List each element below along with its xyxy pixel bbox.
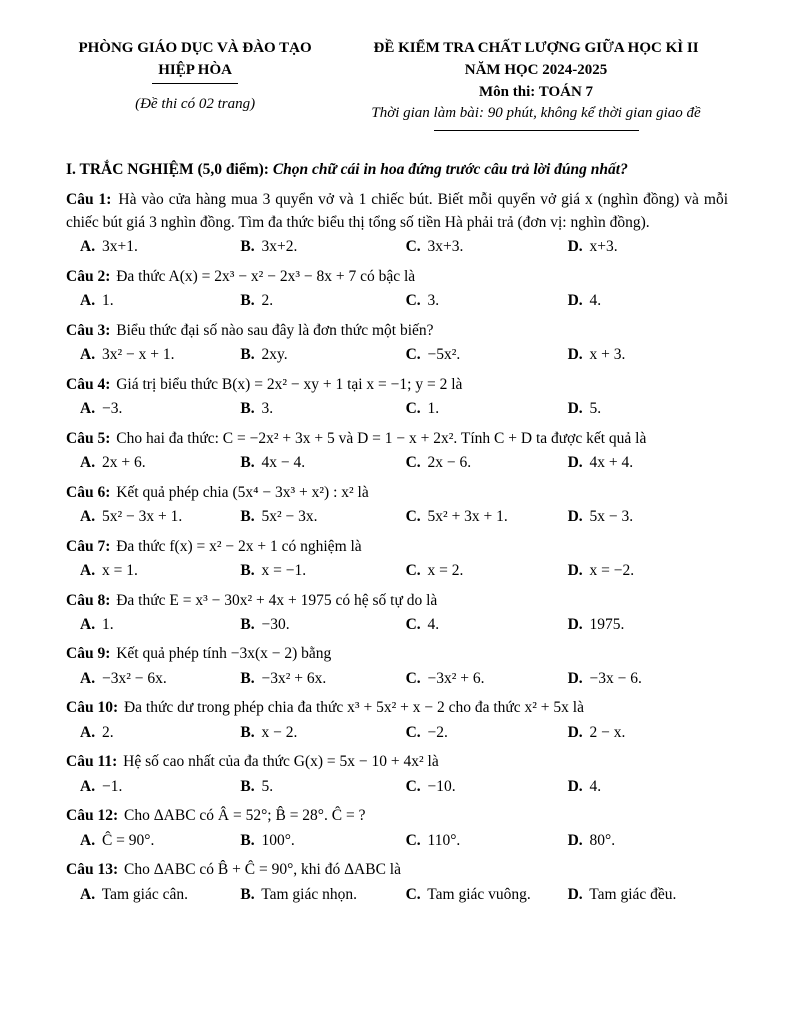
- exam-title: ĐỀ KIỂM TRA CHẤT LƯỢNG GIỮA HỌC KÌ II: [373, 40, 699, 56]
- question-stem-line: [66, 374, 728, 396]
- option-letter: A.: [80, 454, 96, 472]
- option-letter: A.: [80, 508, 96, 526]
- option-text: 1.: [101, 615, 114, 633]
- section-label: I. TRẮC NGHIỆM (5,0 điểm):: [66, 161, 269, 178]
- answer-option: [80, 506, 240, 528]
- option-text: 1.: [101, 292, 114, 310]
- answer-option: [406, 560, 568, 582]
- option-letter: A.: [80, 885, 96, 903]
- question-stem-line: [66, 805, 728, 827]
- answer-option: [406, 776, 568, 798]
- option-text: 5.: [261, 777, 274, 795]
- option-text: 4x − 4.: [261, 454, 306, 472]
- question: [66, 374, 728, 421]
- answer-option: [240, 722, 405, 744]
- question: [66, 482, 728, 529]
- answer-option: [240, 344, 405, 366]
- answer-option: [406, 398, 568, 420]
- answer-option: [240, 560, 405, 582]
- option-letter: A.: [80, 669, 96, 687]
- options-row: [66, 398, 728, 420]
- question: [66, 859, 728, 906]
- option-letter: D.: [567, 885, 583, 903]
- option-letter: D.: [567, 723, 583, 741]
- option-text: 4.: [589, 777, 602, 795]
- issuer-block: [66, 38, 324, 115]
- option-letter: A.: [80, 777, 96, 795]
- options-row: [66, 614, 728, 636]
- question: [66, 590, 728, 637]
- option-letter: C.: [405, 669, 421, 687]
- pages-note: (Đề thi có 02 trang): [135, 95, 256, 112]
- option-text: 1975.: [589, 615, 625, 633]
- questions-list: [66, 189, 728, 906]
- answer-option: [406, 452, 568, 474]
- option-letter: B.: [240, 346, 255, 364]
- question-stem-line: [66, 482, 728, 504]
- option-text: 3x+1.: [101, 238, 138, 256]
- answer-option: [568, 830, 728, 852]
- option-letter: A.: [80, 723, 96, 741]
- answer-option: [80, 884, 240, 906]
- option-letter: D.: [567, 669, 583, 687]
- option-text: 3.: [261, 400, 274, 418]
- option-text: 3.: [427, 292, 440, 310]
- option-text: Tam giác nhọn.: [261, 885, 357, 903]
- option-letter: C.: [405, 400, 421, 418]
- answer-option: [406, 884, 568, 906]
- answer-option: [568, 884, 728, 906]
- options-row: [66, 452, 728, 474]
- option-letter: B.: [240, 292, 255, 310]
- answer-option: [80, 344, 240, 366]
- answer-option: [406, 506, 568, 528]
- option-letter: C.: [405, 292, 421, 310]
- answer-option: [406, 236, 568, 258]
- option-text: 110°.: [427, 831, 461, 849]
- question-stem-line: [66, 751, 728, 773]
- option-letter: B.: [240, 669, 255, 687]
- option-text: −3.: [101, 400, 123, 418]
- option-text: 2x − 6.: [427, 454, 472, 472]
- question: [66, 428, 728, 475]
- question-stem-line: [66, 536, 728, 558]
- issuer-district-wrap: [66, 60, 324, 84]
- question-number: Câu 12:: [66, 807, 119, 825]
- answer-option: [568, 776, 728, 798]
- answer-option: [80, 668, 240, 690]
- option-text: 2.: [101, 723, 114, 741]
- option-text: x+3.: [589, 238, 618, 256]
- question: [66, 189, 728, 258]
- answer-option: [568, 506, 728, 528]
- answer-option: [240, 452, 405, 474]
- question-number: Câu 13:: [66, 861, 119, 879]
- answer-option: [80, 452, 240, 474]
- question-stem-line: [66, 590, 728, 612]
- option-text: 2xy.: [261, 346, 288, 364]
- answer-option: [568, 614, 728, 636]
- answer-option: [568, 290, 728, 312]
- option-letter: C.: [405, 454, 421, 472]
- question: [66, 536, 728, 583]
- option-text: 5.: [589, 400, 602, 418]
- option-letter: D.: [567, 562, 583, 580]
- option-text: −10.: [427, 777, 456, 795]
- answer-option: [240, 614, 405, 636]
- question-stem: Đa thức dư trong phép chia đa thức x³ + 5x² + x − 2 cho đa thức x² + 5x là: [123, 699, 584, 717]
- option-text: Tam giác vuông.: [427, 885, 531, 903]
- question-stem-line: [66, 697, 728, 719]
- option-letter: C.: [405, 508, 421, 526]
- option-letter: C.: [405, 885, 421, 903]
- option-text: x = −1.: [261, 562, 307, 580]
- question-stem-line: [66, 189, 728, 234]
- options-row: [66, 344, 728, 366]
- option-text: x + 3.: [589, 346, 626, 364]
- question: [66, 643, 728, 690]
- option-letter: B.: [240, 238, 255, 256]
- answer-option: [80, 830, 240, 852]
- option-letter: D.: [567, 346, 583, 364]
- option-letter: B.: [240, 454, 255, 472]
- question-stem: Hệ số cao nhất của đa thức G(x) = 5x − 10 + 4x² là: [123, 753, 439, 771]
- option-letter: D.: [567, 831, 583, 849]
- question-stem-line: [66, 859, 728, 881]
- question: [66, 751, 728, 798]
- option-text: 4.: [589, 292, 602, 310]
- answer-option: [406, 344, 568, 366]
- option-text: Tam giác cân.: [101, 885, 188, 903]
- option-text: 2 − x.: [589, 723, 626, 741]
- option-text: 5x − 3.: [589, 508, 634, 526]
- question: [66, 805, 728, 852]
- question-stem: Biểu thức đại số nào sau đây là đơn thức một biến?: [116, 321, 434, 339]
- option-text: 100°.: [261, 831, 295, 849]
- school-year: NĂM HỌC 2024-2025: [464, 61, 608, 78]
- option-text: −30.: [261, 615, 290, 633]
- question: [66, 697, 728, 744]
- question-number: Câu 3:: [66, 321, 111, 339]
- option-text: 2x + 6.: [101, 454, 146, 472]
- option-text: −3x² − 6x.: [101, 669, 167, 687]
- question-stem: Hà vào cửa hàng mua 3 quyển vở và 1 chiếc bút. Biết mỗi quyển vở giá x (nghìn đồng) và mỗi chiếc bút giá 3 nghìn đồng. Tìm đa thức biểu thị tổng số tiền Hà phải trả (đơn vị: nghìn đồng).: [66, 191, 728, 231]
- subject-line: Môn thi: TOÁN 7: [479, 83, 594, 100]
- question-stem: Cho hai đa thức: C = −2x² + 3x + 5 và D = 1 − x + 2x². Tính C + D ta được kết quả là: [116, 429, 647, 447]
- option-letter: A.: [80, 292, 96, 310]
- option-letter: D.: [567, 292, 583, 310]
- header-rule: [434, 130, 639, 131]
- option-text: 5x² − 3x.: [261, 508, 318, 526]
- option-letter: D.: [567, 508, 583, 526]
- answer-option: [406, 614, 568, 636]
- question-stem: Cho ΔABC có Â = 52°; B̂ = 28°. Ĉ = ?: [123, 807, 366, 825]
- option-text: −3x − 6.: [589, 669, 642, 687]
- option-letter: A.: [80, 562, 96, 580]
- answer-option: [240, 290, 405, 312]
- option-text: Tam giác đều.: [589, 885, 677, 903]
- answer-option: [240, 398, 405, 420]
- answer-option: [240, 668, 405, 690]
- option-text: −2.: [427, 723, 448, 741]
- question-stem: Đa thức E = x³ − 30x² + 4x + 1975 có hệ số tự do là: [116, 591, 438, 609]
- question-stem: Đa thức A(x) = 2x³ − x² − 2x³ − 8x + 7 có bậc là: [116, 267, 416, 285]
- question-number: Câu 6:: [66, 483, 111, 501]
- question-number: Câu 9:: [66, 645, 111, 663]
- options-row: [66, 506, 728, 528]
- question-number: Câu 2:: [66, 267, 111, 285]
- question-number: Câu 7:: [66, 537, 111, 555]
- duration-line: Thời gian làm bài: 90 phút, không kể thời gian giao đề: [371, 105, 701, 122]
- answer-option: [568, 452, 728, 474]
- answer-option: [406, 722, 568, 744]
- question-stem: Cho ΔABC có B̂ + Ĉ = 90°, khi đó ΔABC là: [123, 861, 401, 879]
- section-heading: [66, 159, 728, 181]
- exam-title-block: [344, 38, 728, 131]
- option-letter: C.: [405, 831, 421, 849]
- issuer-department: PHÒNG GIÁO DỤC VÀ ĐÀO TẠO: [78, 40, 312, 56]
- question-number: Câu 5:: [66, 429, 111, 447]
- answer-option: [80, 722, 240, 744]
- options-row: [66, 884, 728, 906]
- options-row: [66, 560, 728, 582]
- document-header: [66, 38, 728, 131]
- option-text: x = 2.: [427, 562, 464, 580]
- question-stem-line: [66, 266, 728, 288]
- option-letter: D.: [567, 615, 583, 633]
- option-text: −5x².: [427, 346, 461, 364]
- section-instruction: Chọn chữ cái in hoa đứng trước câu trả lời đúng nhất?: [272, 161, 628, 178]
- option-letter: C.: [405, 346, 421, 364]
- option-text: 2.: [261, 292, 274, 310]
- answer-option: [406, 830, 568, 852]
- issuer-district: HIỆP HÒA: [152, 60, 238, 84]
- option-text: x = 1.: [101, 562, 138, 580]
- answer-option: [406, 290, 568, 312]
- options-row: [66, 290, 728, 312]
- option-letter: B.: [240, 885, 255, 903]
- question: [66, 320, 728, 367]
- option-text: −3x² + 6.: [427, 669, 485, 687]
- option-letter: D.: [567, 777, 583, 795]
- question-number: Câu 4:: [66, 375, 111, 393]
- option-text: x = −2.: [589, 562, 635, 580]
- option-text: 3x+3.: [427, 238, 464, 256]
- question-number: Câu 10:: [66, 699, 119, 717]
- question-stem-line: [66, 320, 728, 342]
- option-letter: B.: [240, 723, 255, 741]
- option-text: x − 2.: [261, 723, 298, 741]
- option-text: 4.: [427, 615, 440, 633]
- answer-option: [568, 560, 728, 582]
- option-letter: D.: [567, 400, 583, 418]
- option-text: −3x² + 6x.: [261, 669, 327, 687]
- question-number: Câu 11:: [66, 753, 118, 771]
- question-stem: Giá trị biểu thức B(x) = 2x² − xy + 1 tại x = −1; y = 2 là: [116, 375, 463, 393]
- option-letter: C.: [405, 238, 421, 256]
- option-letter: C.: [405, 615, 421, 633]
- question: [66, 266, 728, 313]
- option-letter: B.: [240, 562, 255, 580]
- answer-option: [568, 236, 728, 258]
- answer-option: [80, 398, 240, 420]
- option-letter: B.: [240, 400, 255, 418]
- answer-option: [568, 722, 728, 744]
- question-stem: Kết quả phép tính −3x(x − 2) bằng: [116, 645, 332, 663]
- option-text: 5x² − 3x + 1.: [101, 508, 183, 526]
- question-number: Câu 1:: [66, 191, 112, 209]
- answer-option: [568, 668, 728, 690]
- answer-option: [240, 236, 405, 258]
- answer-option: [80, 560, 240, 582]
- option-letter: C.: [405, 562, 421, 580]
- option-text: Ĉ = 90°.: [101, 831, 155, 849]
- answer-option: [80, 236, 240, 258]
- options-row: [66, 776, 728, 798]
- question-stem: Đa thức f(x) = x² − 2x + 1 có nghiệm là: [116, 537, 362, 555]
- option-text: −1.: [101, 777, 123, 795]
- option-letter: A.: [80, 831, 96, 849]
- option-letter: A.: [80, 615, 96, 633]
- option-letter: C.: [405, 777, 421, 795]
- answer-option: [568, 398, 728, 420]
- option-text: 1.: [427, 400, 440, 418]
- option-letter: B.: [240, 615, 255, 633]
- option-text: 3x² − x + 1.: [101, 346, 175, 364]
- option-text: 5x² + 3x + 1.: [427, 508, 508, 526]
- question-stem: Kết quả phép chia (5x⁴ − 3x³ + x²) : x² là: [116, 483, 369, 501]
- option-letter: D.: [567, 238, 583, 256]
- option-text: 4x + 4.: [589, 454, 634, 472]
- question-stem-line: [66, 428, 728, 450]
- answer-option: [80, 614, 240, 636]
- option-letter: B.: [240, 831, 255, 849]
- option-letter: B.: [240, 777, 255, 795]
- question-stem-line: [66, 643, 728, 665]
- options-row: [66, 830, 728, 852]
- answer-option: [240, 506, 405, 528]
- option-letter: D.: [567, 454, 583, 472]
- answer-option: [240, 830, 405, 852]
- answer-option: [406, 668, 568, 690]
- option-letter: A.: [80, 346, 96, 364]
- answer-option: [80, 290, 240, 312]
- option-text: 3x+2.: [261, 238, 298, 256]
- option-letter: A.: [80, 238, 96, 256]
- answer-option: [568, 344, 728, 366]
- answer-option: [80, 776, 240, 798]
- option-text: 80°.: [589, 831, 616, 849]
- option-letter: C.: [405, 723, 421, 741]
- options-row: [66, 236, 728, 258]
- question-number: Câu 8:: [66, 591, 111, 609]
- option-letter: A.: [80, 400, 96, 418]
- answer-option: [240, 776, 405, 798]
- options-row: [66, 722, 728, 744]
- options-row: [66, 668, 728, 690]
- answer-option: [240, 884, 405, 906]
- option-letter: B.: [240, 508, 255, 526]
